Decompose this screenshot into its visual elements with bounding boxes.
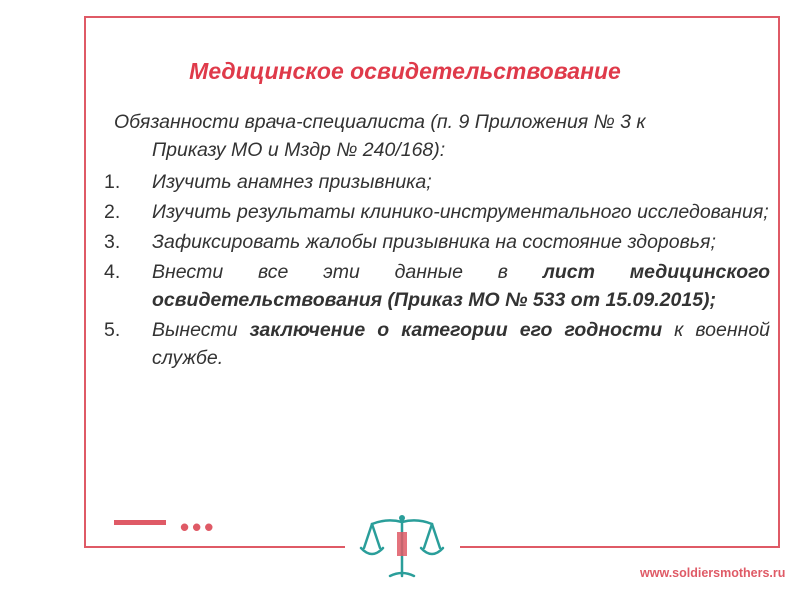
list-item-text — [152, 316, 770, 372]
list-item — [104, 228, 770, 256]
slide-title: Медицинское освидетельствование — [189, 58, 621, 84]
list-item-text-bold: лист медицинского освидетельствования (Приказ МО № 533 от 15.09.2015); — [152, 261, 770, 311]
list-item — [104, 316, 770, 372]
list-item-text-regular: Внести все эти данные в — [152, 261, 543, 283]
list-item-text — [152, 258, 770, 314]
dots-decoration: ••• — [180, 512, 217, 542]
list-item-number: 5. — [104, 319, 121, 341]
list-item-number: 3. — [104, 231, 121, 253]
intro-text — [114, 108, 774, 164]
dash-decoration — [114, 520, 166, 525]
scales-of-justice-icon — [345, 510, 460, 585]
footer-url: www.soldiersmothers.ru — [640, 566, 786, 580]
list-item-number: 1. — [104, 171, 121, 193]
list-item-text: Зафиксировать жалобы призывника на состояние здоровья; — [152, 231, 716, 253]
list-item-text-bold: заключение о категории его годности — [249, 319, 663, 341]
list-item-text-regular: Вынести — [152, 319, 250, 341]
list-item — [104, 198, 770, 226]
list-item — [104, 258, 770, 314]
logo — [345, 510, 460, 585]
list-item-text-regular: к военной службе. — [152, 319, 771, 369]
list-item — [104, 168, 770, 196]
list-item-number: 2. — [104, 201, 121, 223]
intro-line-1: Обязанности врача-специалиста (п. 9 Приложения № 3 к — [114, 111, 646, 133]
list-item-number: 4. — [104, 261, 121, 283]
list-item-text: Изучить результаты клинико-инструментального исследования; — [152, 201, 769, 223]
duties-list — [104, 168, 770, 374]
intro-line-2: Приказу МО и Мздр № 240/168): — [152, 139, 446, 161]
list-item-text: Изучить анамнез призывника; — [152, 171, 432, 193]
